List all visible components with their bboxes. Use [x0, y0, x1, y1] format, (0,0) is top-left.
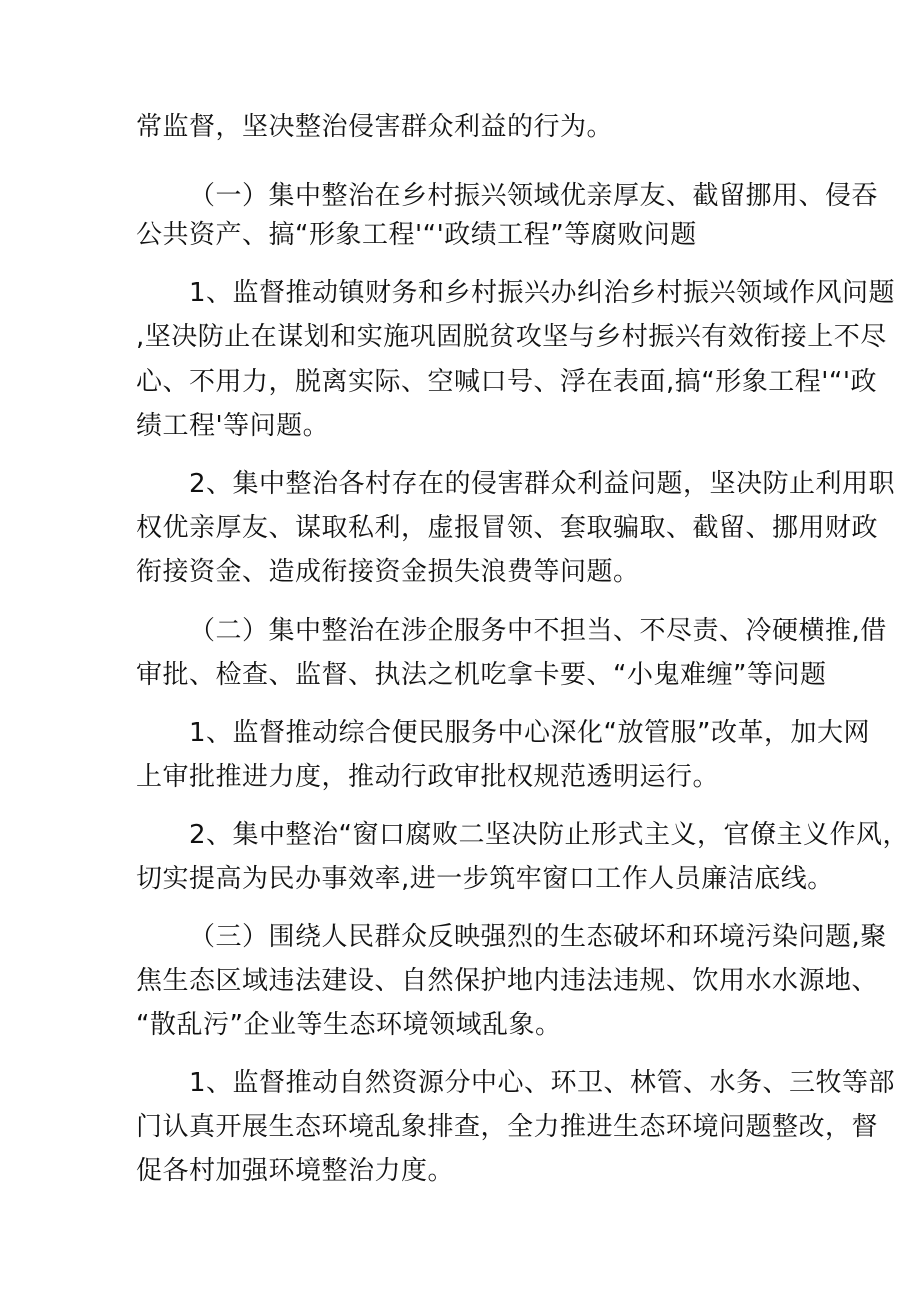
text-line: 1、监督推动综合便民服务中心深化“放管服”改革，加大网	[189, 718, 870, 748]
text-line: 心、不用力，脱离实际、空喊口号、浮在表面,搞“形象工程'“'政	[136, 367, 877, 397]
text-line: ,坚决防止在谋划和实施巩固脱贫攻坚与乡村振兴有效衔接上不尽	[136, 322, 887, 352]
text-line: 2、集中整治“窗口腐败二坚决防止形式主义，官僚主义作风，	[189, 820, 910, 850]
text-line: 衔接资金、造成衔接资金损失浪费等问题。	[136, 557, 640, 587]
text-line: 绩工程'等问题。	[136, 411, 330, 441]
text-line: 2、集中整治各村存在的侵害群众利益问题，坚决防止利用职	[189, 469, 896, 499]
text-line: 常监督，坚决整治侵害群众利益的行为。	[136, 112, 614, 142]
section-heading-line: （一）集中整治在乡村振兴领域优亲厚友、截留挪用、侵吞	[189, 181, 879, 211]
text-line: 1、监督推动自然资源分中心、环卫、林管、水务、三牧等部	[189, 1068, 896, 1098]
text-line: 切实提高为民办事效率,进一步筑牢窗口工作人员廉洁底线。	[136, 864, 834, 894]
text-line: 门认真开展生态环境乱象排查，全力推进生态环境问题整改，督	[136, 1112, 879, 1142]
text-line: 权优亲厚友、谋取私利，虚报冒领、套取骗取、截留、挪用财政	[136, 513, 879, 543]
section-heading-line: 公共资产、搞“形象工程'“'政绩工程”等腐败问题	[136, 220, 697, 250]
section-heading-line: （三）围绕人民群众反映强烈的生态破坏和环境污染问题,聚	[189, 922, 887, 952]
section-heading-line: “散乱污”企业等生态环境领域乱象。	[136, 1010, 562, 1040]
section-heading-line: 焦生态区域违法建设、自然保护地内违法违规、饮用水水源地、	[136, 966, 879, 996]
section-heading-line: 审批、检查、监督、执法之机吃拿卡要、“小鬼难缠”等问题	[136, 660, 827, 690]
text-line: 1、监督推动镇财务和乡村振兴办纠治乡村振兴领域作风问题	[189, 278, 896, 308]
text-line: 促各村加强环境整治力度。	[136, 1156, 455, 1186]
text-line: 上审批推进力度，推动行政审批权规范透明运行。	[136, 762, 720, 792]
section-heading-line: （二）集中整治在涉企服务中不担当、不尽责、冷硬横推,借	[189, 616, 887, 646]
